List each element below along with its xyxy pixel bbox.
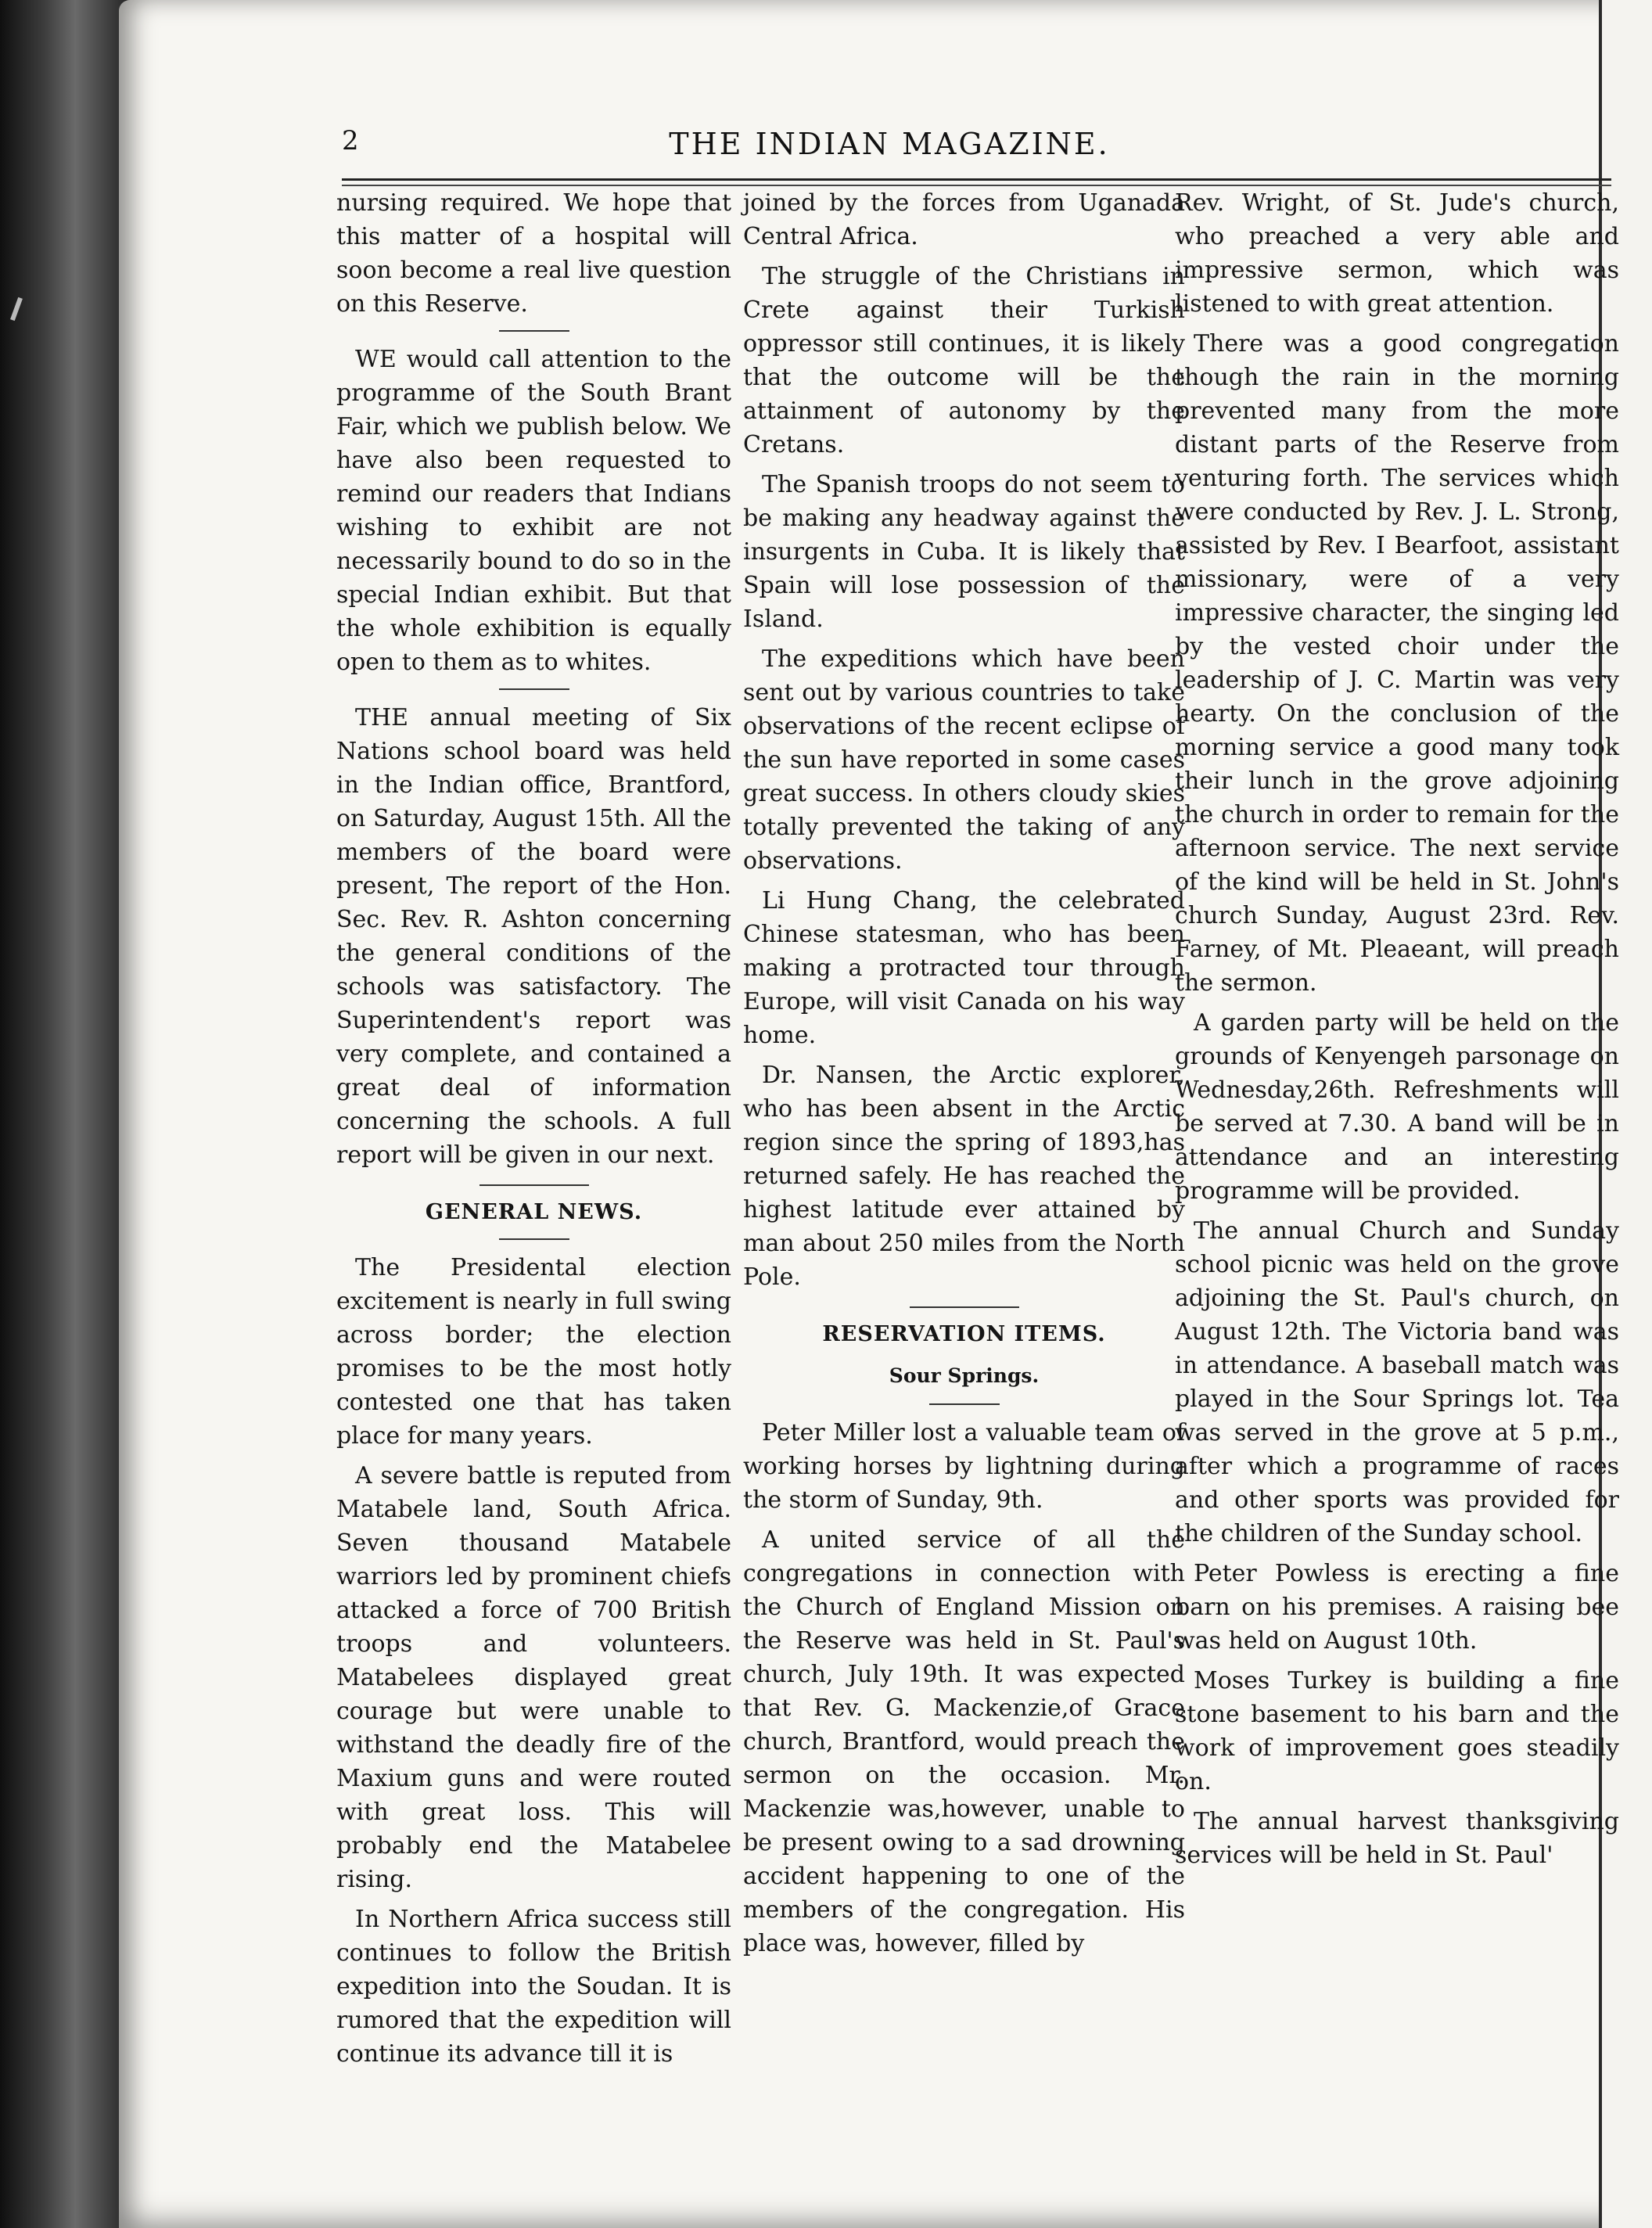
masthead-title: THE INDIAN MAGAZINE. <box>669 127 1110 161</box>
paragraph: Rev. Wright, of St. Jude's church, who preached a very able and impressive sermon, which was listened to with great attention. <box>1175 189 1619 318</box>
scan-left-edge <box>0 0 125 2228</box>
paragraph: The annual harvest thanksgiving services will be held in St. Paul' <box>1175 1808 1619 1869</box>
paragraph: nursing required. We hope that this matter of a hospital will soon become a real live question on this Reserve. <box>336 189 731 318</box>
paragraph: In Northern Africa success still continues to follow the British expedition into the Soudan. It is rumored that the expedition will continue its advance till it is <box>336 1906 731 2068</box>
paragraph: A garden party will be held on the grounds of Kenyengeh parsonage on Wednesday,26th. Refreshments will be served at 7.30. A band will be in attendance and an interesting programme will be provided. <box>1175 1009 1619 1205</box>
paragraph: Moses Turkey is building a fine stone basement to his barn and the work of improvement goes steadily on. <box>1175 1667 1619 1795</box>
paragraph: The Spanish troops do not seem to be making any headway against the insurgents in Cuba. It is likely that Spain will lose possession of the Island. <box>743 471 1185 633</box>
paragraph: A severe battle is reputed from Matabele land, South Africa. Seven thousand Matabele warriors led by prominent chiefs attacked a force of 700 British troops and volunteers. Matabelees displayed great courage but were unable to withstand the deadly fire of the Maxium guns and were routed with great loss. This will probably end the Matabelee rising. <box>336 1462 731 1893</box>
separator <box>479 1184 589 1186</box>
paragraph: Peter Powless is erecting a fine barn on his premises. A raising bee was held on August 10th. <box>1175 1560 1619 1655</box>
paragraph: WE would call attention to the programme of the South Brant Fair, which we publish below. We have also been requested to remind our readers that Indians wishing to exhibit are not necessarily bound to do so in the special Indian exhibit. But that the whole exhibition is equally open to them as to whites. <box>336 346 731 676</box>
paragraph: The annual Church and Sunday school picnic was held on the grove adjoining the St. Paul's church, on August 12th. The Victoria band was in attendance. A baseball match was played in the Sour Springs lot. Tea was served in the grove at 5 p.m., after which a programme of races and other sports was provided for the children of the Sunday school. <box>1175 1217 1619 1547</box>
column-3 <box>1175 186 1619 1878</box>
paragraph: There was a good congregation though the rain in the morning prevented many from the more distant parts of the Reserve from venturing forth. The services which were conducted by Rev. J. L. Strong, assisted by Rev. I Bearfoot, assistant missionary, were of a very impressive character, the singing led by the vested choir under the leadership of J. C. Martin was very hearty. On the conclusion of the morning service a good many took their lunch in the grove adjoining the church in order to remain for the afternoon service. The next service of the kind will be held in St. John's church Sunday, August 23rd. Rev. Farney, of Mt. Pleaeant, will preach the sermon. <box>1175 330 1619 997</box>
paragraph: The Presidental election excitement is nearly in full swing across border; the election promises to be the most hotly contested one that has taken place for many years. <box>336 1254 731 1450</box>
column-2 <box>743 186 1185 1967</box>
separator <box>499 330 569 332</box>
paragraph: joined by the forces from Uganada Central Africa. <box>743 189 1185 250</box>
header-rule <box>342 178 1611 181</box>
column-1 <box>336 186 731 2077</box>
paragraph: Li Hung Chang, the celebrated Chinese statesman, who has been making a protracted tour through Europe, will visit Canada on his way home. <box>743 887 1185 1049</box>
paragraph: A united service of all the congregations in connection with the Church of England Mission on the Reserve was held in St. Paul's church, July 19th. It was expected that Rev. G. Mackenzie,of Grace church, Brantford, would preach the sermon on the occasion. Mr. Mackenzie was,however, unable to be present owing to a sad drowning accident happening to one of the members of the congregation. His place was, however, filled by <box>743 1526 1185 1957</box>
section-heading-general-news: GENERAL NEWS. <box>425 1200 643 1224</box>
page-header <box>342 125 1611 172</box>
separator <box>499 1238 569 1240</box>
paragraph: The struggle of the Christians in Crete against their Turkish oppressor still continues, it is likely that the outcome will be the attainment of autonomy by the Cretans. <box>743 263 1185 458</box>
paragraph: The expeditions which have been sent out by various countries to take observations of the recent eclipse of the sun have reported in some cases great success. In others cloudy skies totally prevented the taking of any observations. <box>743 645 1185 875</box>
paragraph: Dr. Nansen, the Arctic explorer, who has been absent in the Arctic region since the spring of 1893,has returned safely. He has reached the highest latitude ever attained by man about 250 miles from the North Pole. <box>743 1062 1185 1291</box>
subheading-sour-springs: Sour Springs. <box>889 1364 1040 1387</box>
paragraph: THE annual meeting of Six Nations school board was held in the Indian office, Brantford, on Saturday, August 15th. All the members of the board were present, The report of the Hon. Sec. Rev. R. Ashton concerning the general conditions of the schools was satisfactory. The Superintendent's report was very complete, and contained a great deal of information concerning the schools. A full report will be given in our next. <box>336 704 731 1169</box>
separator <box>910 1306 1019 1308</box>
separator <box>929 1403 1000 1405</box>
page-number: 2 <box>342 125 359 156</box>
separator <box>499 688 569 690</box>
paragraph: Peter Miller lost a valuable team of working horses by lightning during the storm of Sunday, 9th. <box>743 1419 1185 1514</box>
section-heading-reservation-items: RESERVATION ITEMS. <box>822 1322 1106 1346</box>
